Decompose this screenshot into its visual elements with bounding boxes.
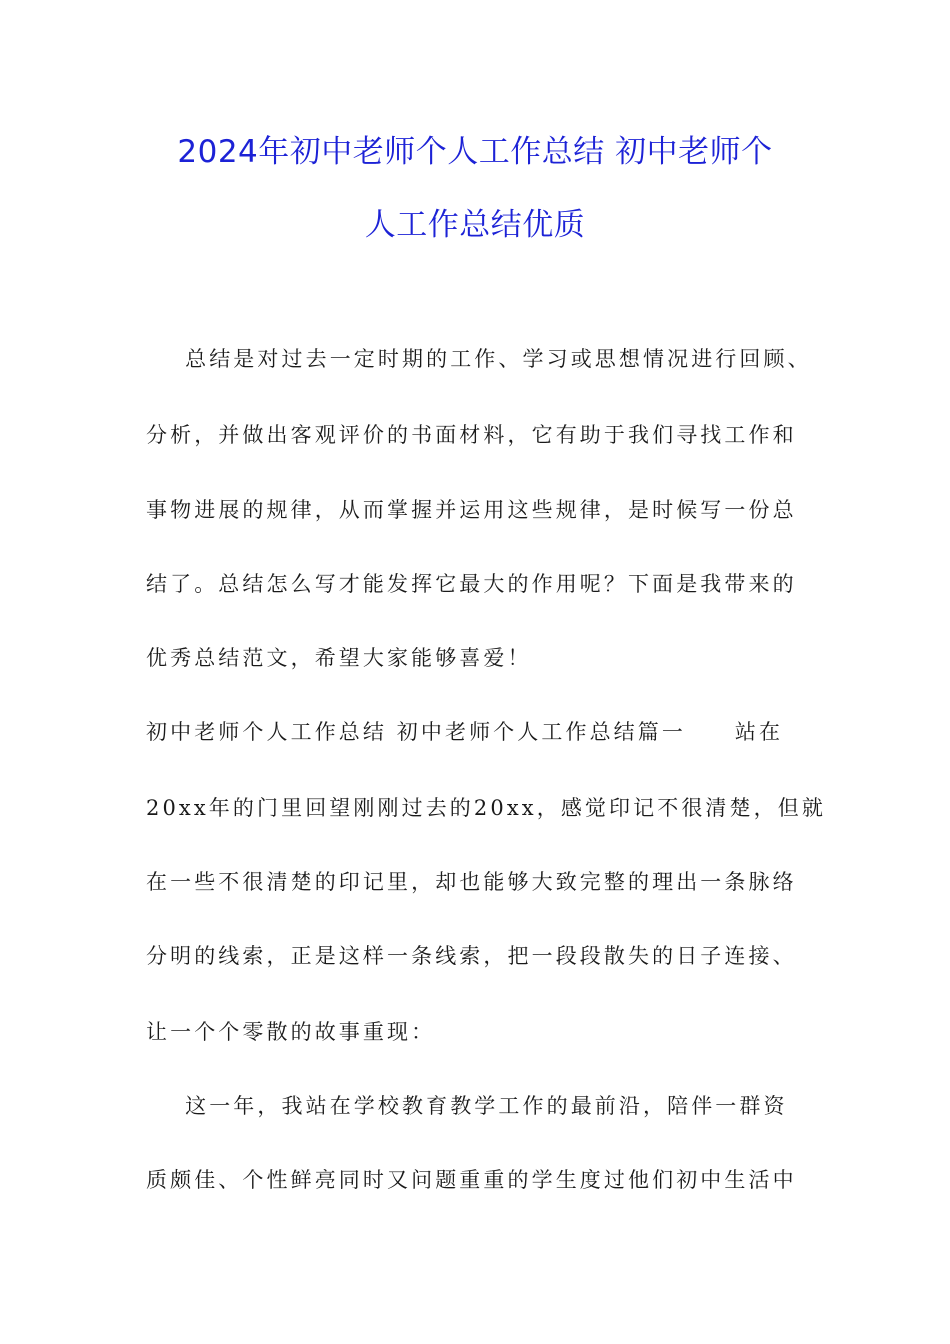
body-line-9: 分明的线索，正是这样一条线索，把一段段散失的日子连接、 (146, 944, 797, 968)
body-line-4: 结了。总结怎么写才能发挥它最大的作用呢？下面是我带来的 (146, 572, 797, 596)
body-line-10: 让一个个零散的故事重现： (146, 1020, 436, 1044)
document-title-line-2: 人工作总结优质 (364, 207, 586, 243)
body-line-12: 质颇佳、个性鲜亮同时又问题重重的学生度过他们初中生活中 (146, 1168, 797, 1192)
body-line-7: 20xx年的门里回望刚刚过去的20xx，感觉印记不很清楚，但就 (146, 796, 826, 820)
body-line-8: 在一些不很清楚的印记里，却也能够大致完整的理出一条脉络 (146, 870, 797, 894)
document-title-line-1: 2024年初中老师个人工作总结 初中老师个 (177, 134, 773, 170)
body-line-3: 事物进展的规律，从而掌握并运用这些规律，是时候写一份总 (146, 498, 797, 522)
section-heading-line: 初中老师个人工作总结 初中老师个人工作总结篇一 站在 (146, 720, 784, 744)
body-line-2: 分析，并做出客观评价的书面材料，它有助于我们寻找工作和 (146, 423, 797, 447)
body-line-1: 总结是对过去一定时期的工作、学习或思想情况进行回顾、 (146, 347, 812, 371)
body-line-5: 优秀总结范文，希望大家能够喜爱！ (146, 646, 532, 670)
body-line-11: 这一年，我站在学校教育教学工作的最前沿，陪伴一群资 (146, 1094, 788, 1118)
